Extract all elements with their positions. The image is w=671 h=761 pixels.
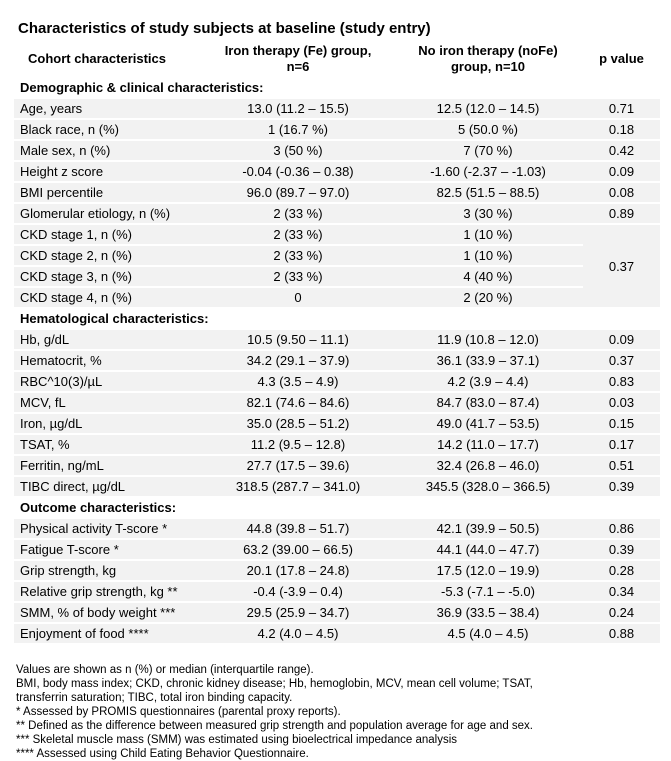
fe-value: 44.8 (39.8 – 51.7) [203,519,393,540]
row-label: CKD stage 4, n (%) [14,288,203,309]
table-row [14,162,660,183]
p-value: 0.51 [583,456,660,477]
header-row [14,40,660,78]
row-label: Hematocrit, % [14,351,203,372]
row-label: Hb, g/dL [14,330,203,351]
p-value: 0.18 [583,120,660,141]
table-row [14,414,660,435]
footnote-line: transferrin saturation; TIBC, total iron binding capacity. [16,692,293,704]
p-value: 0.37 [583,351,660,372]
nofe-value: 49.0 (41.7 – 53.5) [393,414,583,435]
p-value: 0.71 [583,99,660,120]
table-row [14,330,660,351]
header-p-value: p value [583,40,660,78]
header-nofe-line2: group, n=10 [450,59,526,74]
nofe-value: 84.7 (83.0 – 87.4) [393,393,583,414]
table-row [14,225,660,246]
nofe-value: 42.1 (39.9 – 50.5) [393,519,583,540]
section-header-row [14,498,660,519]
row-label: CKD stage 2, n (%) [14,246,203,267]
p-value: 0.34 [583,582,660,603]
header-fe-line2: n=6 [286,59,310,74]
table-row [14,267,660,288]
fe-value: 2 (33 %) [203,246,393,267]
row-label: TIBC direct, µg/dL [14,477,203,498]
table-row [14,456,660,477]
nofe-value: -1.60 (-2.37 – -1.03) [393,162,583,183]
fe-value: 3 (50 %) [203,141,393,162]
nofe-value: 14.2 (11.0 – 17.7) [393,435,583,456]
fe-value: 29.5 (25.9 – 34.7) [203,603,393,624]
p-value: 0.03 [583,393,660,414]
footnote-line: **** Assessed using Child Eating Behavior Questionnaire. [16,748,309,760]
fe-value: 34.2 (29.1 – 37.9) [203,351,393,372]
fe-value: 0 [203,288,393,309]
nofe-value: 4.2 (3.9 – 4.4) [393,372,583,393]
header-fe-group [203,40,393,78]
table-row [14,204,660,225]
nofe-value: 7 (70 %) [393,141,583,162]
fe-value: 4.3 (3.5 – 4.9) [203,372,393,393]
fe-value: 2 (33 %) [203,267,393,288]
footnote-line: BMI, body mass index; CKD, chronic kidney disease; Hb, hemoglobin, MCV, mean cell volume; TSAT, [16,678,533,690]
nofe-value: -5.3 (-7.1 – -5.0) [393,582,583,603]
footnote-line: *** Skeletal muscle mass (SMM) was estimated using bioelectrical impedance analysis [16,734,458,746]
table-title: Characteristics of study subjects at baseline (study entry) [18,20,431,37]
nofe-value: 11.9 (10.8 – 12.0) [393,330,583,351]
table-row [14,540,660,561]
nofe-value: 4.5 (4.0 – 4.5) [393,624,583,645]
fe-value: 1 (16.7 %) [203,120,393,141]
row-label: Height z score [14,162,203,183]
table-row [14,288,660,309]
ckd-stage-p-value: 0.37 [583,225,660,309]
fe-value: 2 (33 %) [203,225,393,246]
document [14,18,660,761]
table-row [14,477,660,498]
nofe-value: 1 (10 %) [393,225,583,246]
p-value: 0.88 [583,624,660,645]
fe-value: 63.2 (39.00 – 66.5) [203,540,393,561]
table-row [14,351,660,372]
table-row [14,435,660,456]
row-label: Iron, µg/dL [14,414,203,435]
p-value: 0.08 [583,183,660,204]
table-row [14,183,660,204]
p-value: 0.89 [583,204,660,225]
section-header-row [14,309,660,330]
table-row [14,603,660,624]
row-label: Male sex, n (%) [14,141,203,162]
p-value: 0.17 [583,435,660,456]
header-fe-line1: Iron therapy (Fe) group, [224,43,372,58]
row-label: SMM, % of body weight *** [14,603,203,624]
section-title: Hematological characteristics: [14,309,660,330]
header-cohort: Cohort characteristics [14,40,203,78]
nofe-value: 3 (30 %) [393,204,583,225]
row-label: Ferritin, ng/mL [14,456,203,477]
footnote-line: Values are shown as n (%) or median (interquartile range). [16,664,314,676]
fe-value: 35.0 (28.5 – 51.2) [203,414,393,435]
table-row [14,246,660,267]
table-row [14,372,660,393]
nofe-value: 36.9 (33.5 – 38.4) [393,603,583,624]
nofe-value: 36.1 (33.9 – 37.1) [393,351,583,372]
row-label: MCV, fL [14,393,203,414]
footnotes [14,663,660,761]
nofe-value: 12.5 (12.0 – 14.5) [393,99,583,120]
nofe-value: 1 (10 %) [393,246,583,267]
fe-value: -0.04 (-0.36 – 0.38) [203,162,393,183]
row-label: RBC^10(3)/µL [14,372,203,393]
p-value: 0.39 [583,477,660,498]
characteristics-table [14,40,660,645]
fe-value: 4.2 (4.0 – 4.5) [203,624,393,645]
footnote-line: * Assessed by PROMIS questionnaires (parental proxy reports). [16,706,341,718]
row-label: Black race, n (%) [14,120,203,141]
table-row [14,141,660,162]
table-row [14,582,660,603]
fe-value: 27.7 (17.5 – 39.6) [203,456,393,477]
table-row [14,120,660,141]
fe-value: -0.4 (-3.9 – 0.4) [203,582,393,603]
nofe-value: 17.5 (12.0 – 19.9) [393,561,583,582]
row-label: Fatigue T-score * [14,540,203,561]
nofe-value: 345.5 (328.0 – 366.5) [393,477,583,498]
header-nofe-group [393,40,583,78]
section-title: Demographic & clinical characteristics: [14,78,660,99]
footnote-line: ** Defined as the difference between measured grip strength and population average for age and sex. [16,720,533,732]
fe-value: 11.2 (9.5 – 12.8) [203,435,393,456]
row-label: Physical activity T-score * [14,519,203,540]
row-label: Enjoyment of food **** [14,624,203,645]
row-label: CKD stage 3, n (%) [14,267,203,288]
row-label: TSAT, % [14,435,203,456]
nofe-value: 4 (40 %) [393,267,583,288]
header-nofe-line1: No iron therapy (noFe) [418,43,558,58]
p-value: 0.86 [583,519,660,540]
table-row [14,393,660,414]
nofe-value: 82.5 (51.5 – 88.5) [393,183,583,204]
table-row [14,624,660,645]
nofe-value: 2 (20 %) [393,288,583,309]
fe-value: 96.0 (89.7 – 97.0) [203,183,393,204]
section-header-row [14,78,660,99]
table-row [14,561,660,582]
p-value: 0.39 [583,540,660,561]
p-value: 0.09 [583,162,660,183]
row-label: Relative grip strength, kg ** [14,582,203,603]
table-row [14,519,660,540]
fe-value: 20.1 (17.8 – 24.8) [203,561,393,582]
row-label: Age, years [14,99,203,120]
row-label: Grip strength, kg [14,561,203,582]
fe-value: 13.0 (11.2 – 15.5) [203,99,393,120]
section-title: Outcome characteristics: [14,498,660,519]
row-label: BMI percentile [14,183,203,204]
p-value: 0.15 [583,414,660,435]
p-value: 0.09 [583,330,660,351]
row-label: CKD stage 1, n (%) [14,225,203,246]
p-value: 0.42 [583,141,660,162]
row-label: Glomerular etiology, n (%) [14,204,203,225]
fe-value: 2 (33 %) [203,204,393,225]
nofe-value: 5 (50.0 %) [393,120,583,141]
fe-value: 82.1 (74.6 – 84.6) [203,393,393,414]
p-value: 0.83 [583,372,660,393]
table-body [14,78,660,645]
nofe-value: 44.1 (44.0 – 47.7) [393,540,583,561]
p-value: 0.24 [583,603,660,624]
fe-value: 10.5 (9.50 – 11.1) [203,330,393,351]
p-value: 0.28 [583,561,660,582]
table-row [14,99,660,120]
nofe-value: 32.4 (26.8 – 46.0) [393,456,583,477]
fe-value: 318.5 (287.7 – 341.0) [203,477,393,498]
